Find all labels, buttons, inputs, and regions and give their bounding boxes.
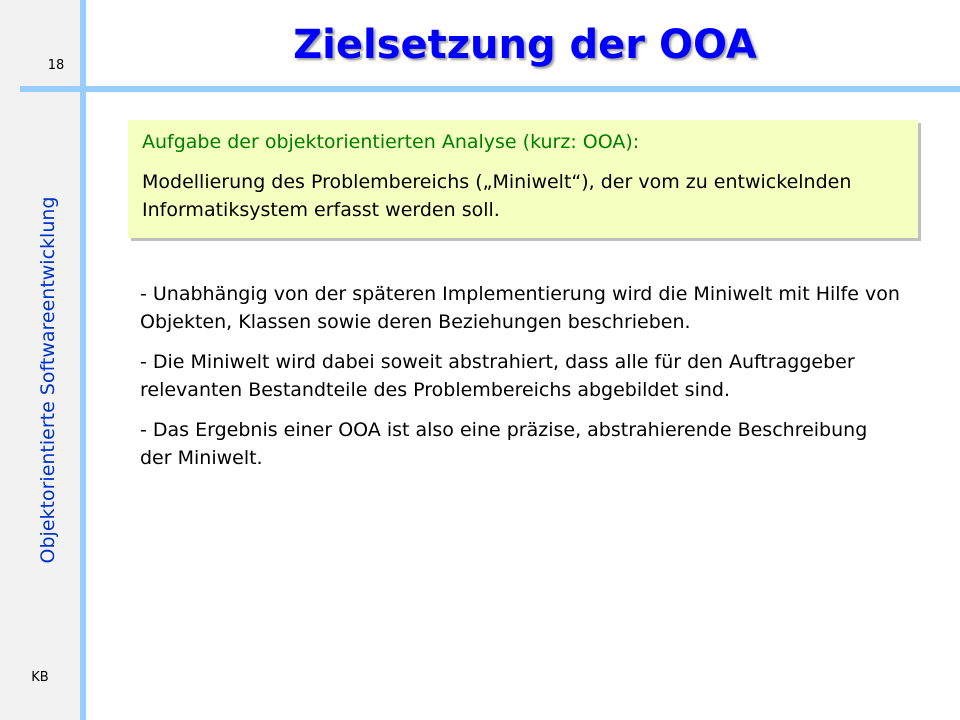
bullet-list [140,280,900,484]
page-number: 18 [47,58,65,73]
horizontal-accent-line [20,86,960,92]
side-title: Objektorientierte Softwareentwicklung [37,196,59,564]
bullet-item: - Unabhängig von der späteren Implementierung wird die Miniwelt mit Hilfe von Objekten, Klassen sowie deren Beziehungen beschrieben. [140,283,900,333]
slide-title: Zielsetzung der OOA [293,22,757,68]
bullet-item: - Das Ergebnis einer OOA ist also eine präzise, abstrahierende Beschreibung der Miniwelt. [140,419,868,469]
definition-box [128,120,918,238]
definition-text: Modellierung des Problembereichs („Miniwelt“), der vom zu entwickelnden Informatiksystem erfasst werden soll. [142,171,852,221]
definition-heading: Aufgabe der objektorientierten Analyse (kurz: OOA): [142,131,640,153]
side-title-container [0,0,80,720]
vertical-accent-line [80,0,86,720]
author-initials: KB [31,670,49,685]
bullet-item: - Die Miniwelt wird dabei soweit abstrahiert, dass alle für den Auftraggeber relevanten Bestandteile des Problembereichs abgebildet sind. [140,351,855,401]
